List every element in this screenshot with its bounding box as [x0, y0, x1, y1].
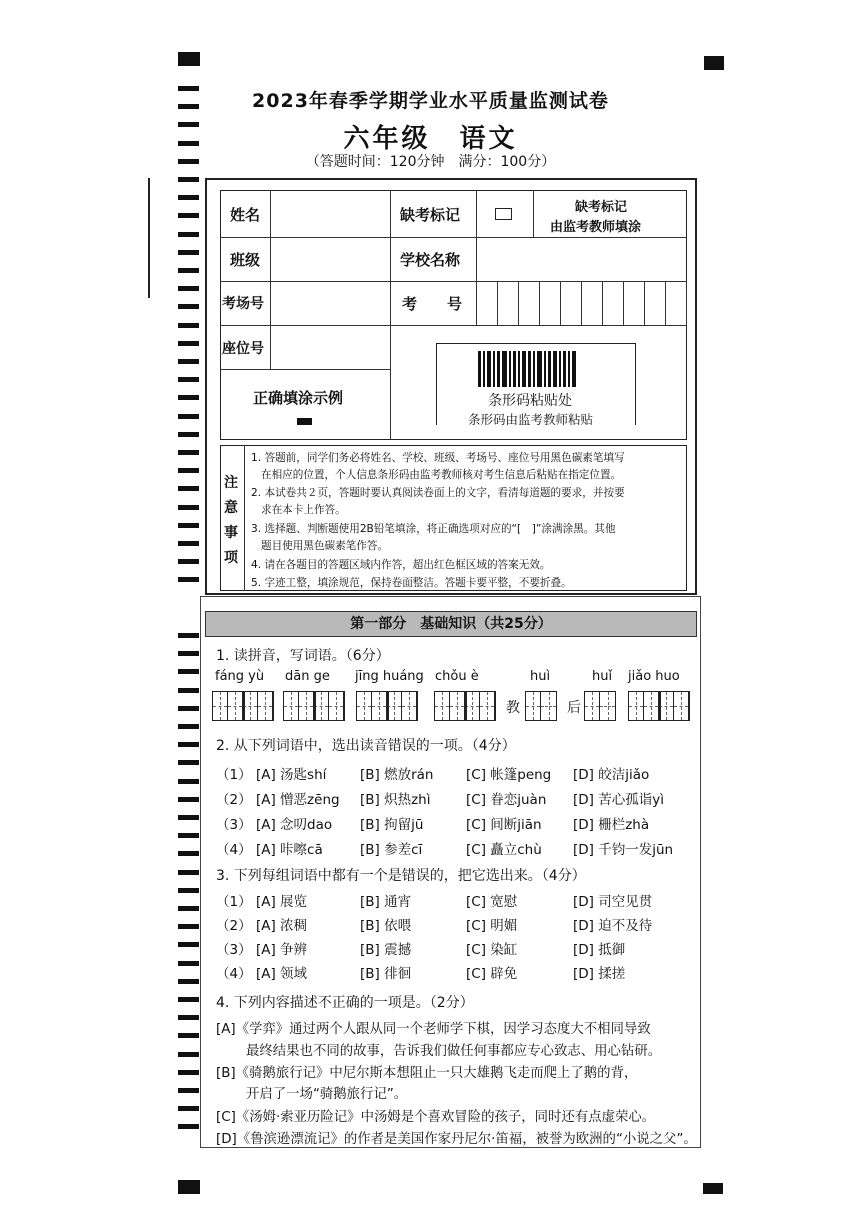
q2-option-d[interactable]: [D] 千钧一发jūn	[573, 842, 674, 858]
notice-line: 求在本卡上作答。	[261, 504, 346, 516]
room-label: 考场号	[222, 296, 264, 312]
exam-number-digit-cell[interactable]	[498, 282, 518, 324]
timing-mark	[178, 724, 199, 729]
class-field[interactable]	[271, 238, 389, 280]
timing-mark	[178, 577, 199, 582]
timing-mark	[178, 286, 199, 291]
q2-option-b[interactable]: [B] 炽热zhì	[360, 792, 431, 808]
grid-cell[interactable]	[284, 692, 299, 720]
q3-option-c[interactable]: [C] 染缸	[466, 942, 518, 958]
timing-mark	[178, 213, 199, 218]
exam-time-info: （答题时间：120分钟 满分：100分）	[305, 154, 556, 170]
q4-option-line[interactable]: [C]《汤姆·索亚历险记》中汤姆是个喜欢冒险的孩子，同时还有点虚荣心。	[216, 1110, 656, 1125]
seat-label: 座位号	[222, 341, 264, 357]
timing-mark	[178, 505, 199, 510]
grid-cell[interactable]	[629, 692, 644, 720]
grid-cell[interactable]	[659, 692, 674, 720]
barcode-icon	[478, 351, 606, 387]
timing-mark	[178, 468, 199, 473]
grid-cell[interactable]	[465, 692, 480, 720]
q2-row-number: （3）	[216, 817, 252, 833]
timing-mark	[178, 250, 199, 255]
timing-mark	[178, 997, 199, 1002]
q4-option-line[interactable]: [A]《学弈》通过两个人跟从同一个老师学下棋，因学习态度大不相同导致	[216, 1022, 651, 1037]
q3-option-a[interactable]: [A] 争辨	[256, 942, 308, 958]
barcode-label: 条形码粘贴处	[488, 393, 572, 409]
q3-option-b[interactable]: [B] 徘徊	[360, 966, 412, 982]
timing-mark	[178, 979, 199, 984]
q3-option-a[interactable]: [A] 展览	[256, 894, 308, 910]
notice-line: 题目使用黑色碳素笔作答。	[261, 540, 389, 552]
q4-option-line[interactable]: [D]《鲁滨逊漂流记》的作者是美国作家丹尼尔·笛福，被誉为欧洲的“小说之父”。	[216, 1132, 697, 1147]
q2-row-number: （4）	[216, 842, 252, 858]
q4-title: 4. 下列内容描述不正确的一项是。（2分）	[216, 995, 474, 1011]
q3-option-d[interactable]: [D] 迫不及待	[573, 918, 653, 934]
timing-mark	[178, 669, 199, 674]
timing-mark	[178, 195, 199, 200]
room-field[interactable]	[271, 282, 389, 324]
grid-cell[interactable]	[435, 692, 450, 720]
grid-cell[interactable]	[480, 692, 495, 720]
q2-option-c[interactable]: [C] 眷恋juàn	[466, 792, 547, 808]
q1-pinyin: chǒu è	[435, 669, 479, 684]
class-label: 班级	[230, 251, 261, 269]
q4-option-line[interactable]: [B]《骑鹅旅行记》中尼尔斯本想阻止一只大雄鹅飞走而爬上了鹅的背，	[216, 1066, 638, 1081]
absent-checkbox[interactable]	[495, 208, 512, 220]
timing-mark	[178, 651, 199, 656]
absent-label: 缺考标记	[400, 206, 461, 224]
q4-option-line: 最终结果也不同的故事，告诉我们做任何事都应专心致志、用心钻研。	[246, 1044, 662, 1059]
timing-mark	[178, 924, 199, 929]
timing-mark	[178, 450, 199, 455]
grid-cell[interactable]	[329, 692, 344, 720]
q2-option-d[interactable]: [D] 栅栏zhà	[573, 817, 650, 833]
grid-cell[interactable]	[258, 692, 273, 720]
timing-mark	[178, 377, 199, 382]
timing-mark	[178, 1033, 199, 1038]
timing-mark	[178, 1124, 199, 1129]
q2-option-c[interactable]: [C] 间断jiān	[466, 817, 542, 833]
grid-cell[interactable]	[243, 692, 258, 720]
corner-mark-bottom-left	[178, 1180, 200, 1194]
q1-answer-grid[interactable]	[212, 691, 274, 721]
timing-mark	[178, 359, 199, 364]
timing-mark	[178, 706, 199, 711]
q4-option-line: 开启了一场“骑鹅旅行记”。	[246, 1087, 408, 1102]
q3-option-b[interactable]: [B] 震撼	[360, 942, 412, 958]
timing-mark	[178, 232, 199, 237]
timing-mark	[178, 395, 199, 400]
notice-title-char: 意	[224, 500, 238, 516]
q1-pinyin: fáng yù	[215, 669, 265, 684]
timing-mark	[178, 688, 199, 693]
q1-answer-grid[interactable]	[356, 691, 418, 721]
q2-option-a[interactable]: [A] 憎恶zēng	[256, 792, 340, 808]
name-field[interactable]	[271, 191, 389, 236]
q2-option-b[interactable]: [B] 拘留jū	[360, 817, 424, 833]
seat-field[interactable]	[271, 326, 389, 368]
q3-option-c[interactable]: [C] 明媚	[466, 918, 518, 934]
q3-option-a[interactable]: [A] 浓稠	[256, 918, 308, 934]
timing-mark	[178, 906, 199, 911]
exam-number-digit-cell[interactable]	[603, 282, 623, 324]
timing-mark	[178, 559, 199, 564]
grid-cell[interactable]	[372, 692, 387, 720]
grid-cell[interactable]	[526, 692, 541, 720]
timing-mark	[178, 760, 199, 765]
timing-mark	[178, 541, 199, 546]
grid-cell[interactable]	[585, 692, 600, 720]
q1-answer-grid[interactable]	[584, 691, 616, 721]
exam-number-digit-cell[interactable]	[624, 282, 644, 324]
fill-example-mark	[297, 418, 312, 425]
q2-row-number: （2）	[216, 792, 252, 808]
grid-cell[interactable]	[600, 692, 615, 720]
corner-mark-top-left	[178, 52, 200, 66]
absent-note-1: 缺考标记	[575, 200, 628, 215]
notice-line: 2. 本试卷共２页，答题时要认真阅读卷面上的文字，看清每道题的要求，并按要	[251, 487, 625, 499]
grid-cell[interactable]	[402, 692, 417, 720]
timing-mark	[178, 268, 199, 273]
q1-title: 1. 读拼音，写词语。（6分）	[216, 648, 390, 664]
exam-number-digit-cell[interactable]	[540, 282, 560, 324]
notice-line: 在相应的位置，个人信息条形码由监考教师核对考生信息后粘贴在指定位置。	[261, 469, 622, 481]
notice-line: 1. 答题前，同学们务必将姓名、学校、班级、考场号、座位号用黑色碳素笔填写	[251, 452, 625, 464]
timing-mark	[178, 414, 199, 419]
grid-cell[interactable]	[213, 692, 228, 720]
exam-number-digit-cell[interactable]	[477, 282, 497, 324]
grid-cell[interactable]	[450, 692, 465, 720]
timing-mark	[178, 323, 199, 328]
timing-mark	[178, 742, 199, 747]
timing-mark	[178, 888, 199, 893]
barcode-note: 条形码由监考教师粘贴	[468, 412, 594, 427]
q1-pinyin: jiǎo huo	[628, 669, 680, 684]
fill-example-label: 正确填涂示例	[253, 389, 344, 407]
timing-mark	[178, 523, 199, 528]
timing-mark	[178, 942, 199, 947]
q2-option-c[interactable]: [C] 矗立chù	[466, 842, 542, 858]
q3-option-d[interactable]: [D] 司空见贯	[573, 894, 653, 910]
school-field[interactable]	[477, 238, 685, 280]
grid-cell[interactable]	[541, 692, 556, 720]
q2-option-d[interactable]: [D] 苦心孤诣yì	[573, 792, 664, 808]
timing-mark	[178, 1015, 199, 1020]
corner-mark-top-right	[704, 56, 724, 70]
timing-mark	[178, 1106, 199, 1111]
timing-mark	[178, 1052, 199, 1057]
exam-no-label: 考 号	[402, 295, 463, 313]
q1-answer-grid[interactable]	[434, 691, 496, 721]
q3-row-number: （2）	[216, 918, 252, 934]
exam-title: 2023年春季学期学业水平质量监测试卷	[252, 90, 609, 112]
q2-option-d[interactable]: [D] 皎洁jiǎo	[573, 767, 650, 783]
q2-title: 2. 从下列词语中，选出读音错误的一项。（4分）	[216, 738, 516, 754]
school-label: 学校名称	[400, 251, 461, 269]
exam-number-digit-cell[interactable]	[666, 282, 686, 324]
timing-mark	[178, 177, 199, 182]
q3-option-a[interactable]: [A] 领域	[256, 966, 308, 982]
exam-number-digit-cell[interactable]	[582, 282, 602, 324]
q3-option-b[interactable]: [B] 依喂	[360, 918, 412, 934]
timing-mark	[178, 833, 199, 838]
notice-line: 4. 请在各题目的答题区域内作答，超出红色框区域的答案无效。	[251, 559, 551, 571]
q1-answer-grid[interactable]	[283, 691, 345, 721]
q2-option-a[interactable]: [A] 汤匙shí	[256, 767, 327, 783]
timing-mark	[178, 961, 199, 966]
q3-option-d[interactable]: [D] 揉搓	[573, 966, 626, 982]
corner-mark-bottom-right	[703, 1183, 723, 1194]
q1-char-jiao: 教	[506, 700, 520, 716]
section-one-header: 第一部分 基础知识（共25分）	[205, 611, 697, 637]
q1-pinyin: dān ge	[285, 669, 330, 684]
timing-mark	[178, 486, 199, 491]
exam-number-digit-cell[interactable]	[519, 282, 539, 324]
exam-subtitle: 六年级 语文	[343, 124, 518, 154]
q3-row-number: （1）	[216, 894, 252, 910]
q1-char-hou: 后	[567, 700, 581, 716]
q2-option-a[interactable]: [A] 念叨dao	[256, 817, 333, 833]
timing-mark	[178, 304, 199, 309]
q3-row-number: （3）	[216, 942, 252, 958]
grid-cell[interactable]	[357, 692, 372, 720]
q2-option-b[interactable]: [B] 燃放rán	[360, 767, 434, 783]
q1-answer-grid[interactable]	[525, 691, 557, 721]
grid-cell[interactable]	[387, 692, 402, 720]
q2-option-c[interactable]: [C] 帐篷peng	[466, 767, 552, 783]
q3-row-number: （4）	[216, 966, 252, 982]
absent-note-2: 由监考教师填涂	[550, 220, 642, 235]
timing-mark	[178, 870, 199, 875]
q3-option-c[interactable]: [C] 辟免	[466, 966, 518, 982]
q1-pinyin: huǐ	[592, 669, 613, 684]
notice-line: 5. 字迹工整，填涂规范，保持卷面整洁。答题卡要平整，不要折叠。	[251, 577, 572, 589]
timing-mark	[178, 341, 199, 346]
notice-line: 3. 选择题、判断题使用2B铅笔填涂，将正确选项对应的“[ ]”涂满涂黑。其他	[251, 523, 616, 535]
grid-cell[interactable]	[644, 692, 659, 720]
timing-mark	[178, 779, 199, 784]
timing-mark	[178, 815, 199, 820]
exam-number-digit-cell[interactable]	[645, 282, 665, 324]
name-label: 姓名	[230, 206, 261, 224]
timing-mark	[178, 633, 199, 638]
q2-row-number: （1）	[216, 767, 252, 783]
timing-mark	[178, 1070, 199, 1075]
q2-option-b[interactable]: [B] 参差cī	[360, 842, 423, 858]
exam-number-digit-cell[interactable]	[561, 282, 581, 324]
q3-option-b[interactable]: [B] 通宵	[360, 894, 412, 910]
q3-option-c[interactable]: [C] 宽慰	[466, 894, 518, 910]
q1-pinyin: jīng huáng	[355, 669, 424, 684]
q1-answer-grid[interactable]	[628, 691, 690, 721]
timing-mark	[178, 432, 199, 437]
timing-mark	[178, 1088, 199, 1093]
margin-line	[148, 178, 150, 298]
q1-pinyin: huì	[530, 669, 551, 684]
notice-title-char: 项	[224, 550, 238, 566]
notice-title-char: 事	[224, 525, 238, 541]
q3-title: 3. 下列每组词语中都有一个是错误的，把它选出来。（4分）	[216, 868, 586, 884]
grid-cell[interactable]	[299, 692, 314, 720]
q3-option-d[interactable]: [D] 抵御	[573, 942, 626, 958]
timing-mark	[178, 797, 199, 802]
grid-cell[interactable]	[314, 692, 329, 720]
grid-cell[interactable]	[674, 692, 689, 720]
grid-cell[interactable]	[228, 692, 243, 720]
timing-mark	[178, 851, 199, 856]
notice-title-char: 注	[224, 475, 238, 491]
q2-option-a[interactable]: [A] 咔嚓cā	[256, 842, 323, 858]
